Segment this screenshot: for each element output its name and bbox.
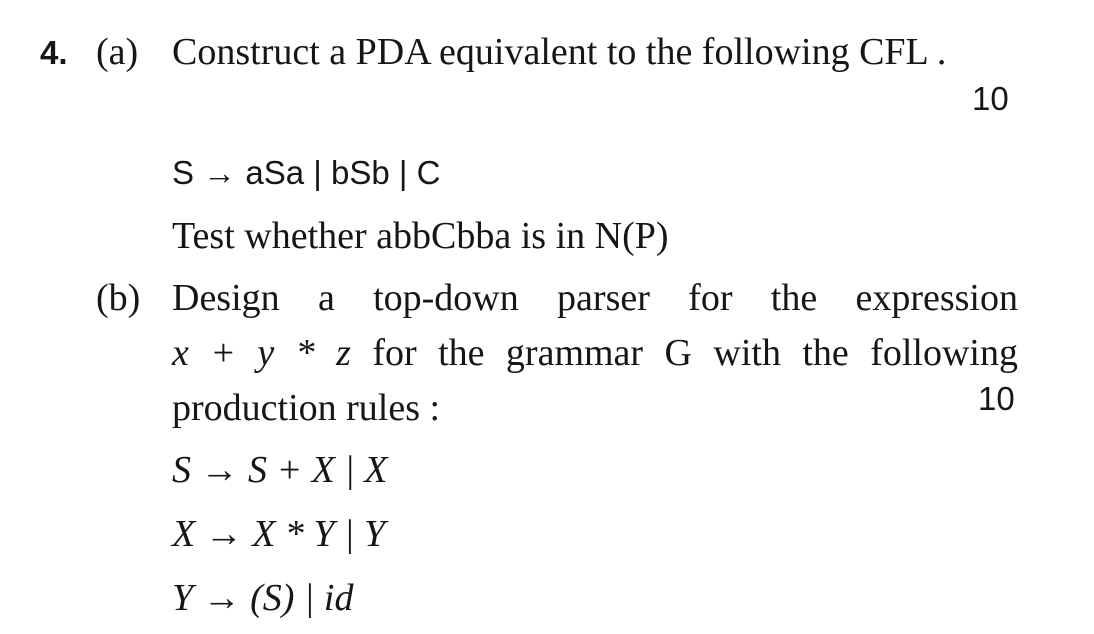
production-rule-y: Y → (S) | id [172, 577, 354, 619]
part-b-line2-text: for the grammar G with the following [372, 332, 1018, 374]
part-b-line2 [172, 334, 1018, 372]
part-a-prompt: Construct a PDA equivalent to the following CFL . [172, 31, 947, 73]
question-number: 4. [40, 34, 68, 71]
production-rule-s: S → S + X | X [172, 449, 388, 491]
part-a-marks: 10 [972, 80, 1009, 117]
part-a-label: (a) [96, 31, 139, 73]
expression: x + y * z [172, 332, 351, 374]
part-a-test: Test whether abbCbba is in N(P) [172, 215, 669, 257]
production-rule-x: X → X * Y | Y [172, 513, 386, 555]
part-b-marks: 10 [978, 380, 1015, 417]
part-b-line1: Design a top-down parser for the expression [172, 277, 1018, 319]
part-b-label: (b) [96, 277, 141, 319]
part-b-line3: production rules : [172, 387, 441, 429]
part-a-grammar: S → aSa | bSb | C [172, 154, 441, 191]
